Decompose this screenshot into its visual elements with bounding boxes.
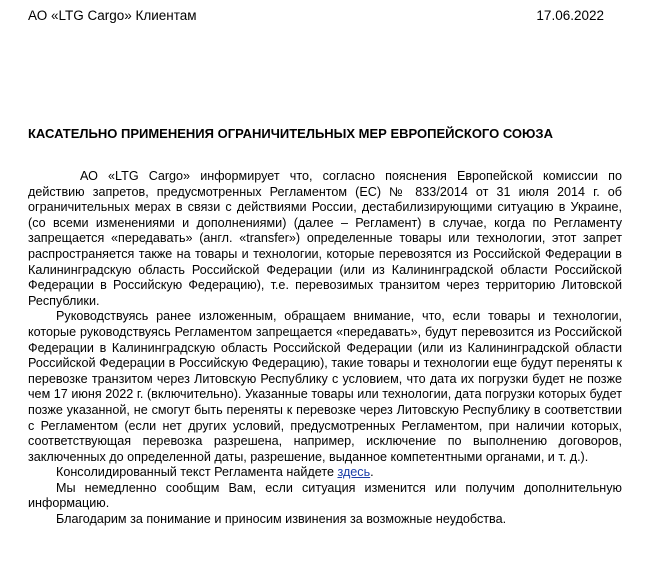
paragraph-intro: АО «LTG Cargo» информирует что, согласно пояснения Европейской комиссии по действию запретов, предусмотренных Регламентом (ЕС) № 833/2014 от 31 июля 2014 г. об ограничительных мерах в связи с действиями России, дестабилизирующими ситуацию в Украине, (со всеми изменениями и дополнениями) (далее – Регламент) в случае, когда по Регламенту запрещается «передавать» (англ. «transfer») определенные товары или технологии, этот запрет распространяется также на товары и технологии, которые перевозятся из Российской Федерации в Калининградскую область Российской Федерации (или из Калининградской области Российской Федерации в Российскую Федерацию), т.е. перевозимых транзитом через территорию Литовской Республики. xyxy=(28,169,622,308)
paragraph-guidance: Руководствуясь ранее изложенным, обращаем внимание, что, если товары и технологии, которые руководствуясь Регламентом запрещается «передавать», будут перевозится из Российской Федерации в Калининградскую область Российской Федерации (или из Калининградской области Российской Федерации в Российскую Федерацию), такие товары и технологии еще будут переняты к перевозке транзитом через Литовскую Республику с условием, что дата их погрузки будет не позже чем 17 июня 2022 г. (включительно). Указанные товары или технологии, дата погрузки которых будет позже указанной, не смогут быть переняты к перевозке через Литовскую Республику в соответствии с Регламентом (если нет других условий, предусмотренных Регламентом, при наличии которых, соответствующая перевозка разрешена, например, исключение по выполнению договоров, заключенных до определенной даты, разрешение, выданное компетентными органами, и т. д.). xyxy=(28,309,622,464)
letter-date: 17.06.2022 xyxy=(536,8,604,23)
paragraph-thanks: Благодарим за понимание и приносим извинения за возможные неудобства. xyxy=(56,512,507,527)
consolidated-text-suffix: . xyxy=(370,465,374,480)
regulation-link[interactable]: здесь xyxy=(337,465,371,480)
letter-header xyxy=(28,7,604,25)
consolidated-text-label: Консолидированный текст Регламента найдете xyxy=(56,465,338,480)
addressee: АО «LTG Cargo» Клиентам xyxy=(28,8,197,23)
paragraph-consolidated-text xyxy=(28,465,622,481)
letter-body xyxy=(28,169,622,528)
document-title: КАСАТЕЛЬНО ПРИМЕНЕНИЯ ОГРАНИЧИТЕЛЬНЫХ МЕР ЕВРОПЕЙСКОГО СОЮЗА xyxy=(28,126,553,141)
paragraph-notification: Мы немедленно сообщим Вам, если ситуация изменится или получим дополнительную информацию. xyxy=(28,480,622,511)
